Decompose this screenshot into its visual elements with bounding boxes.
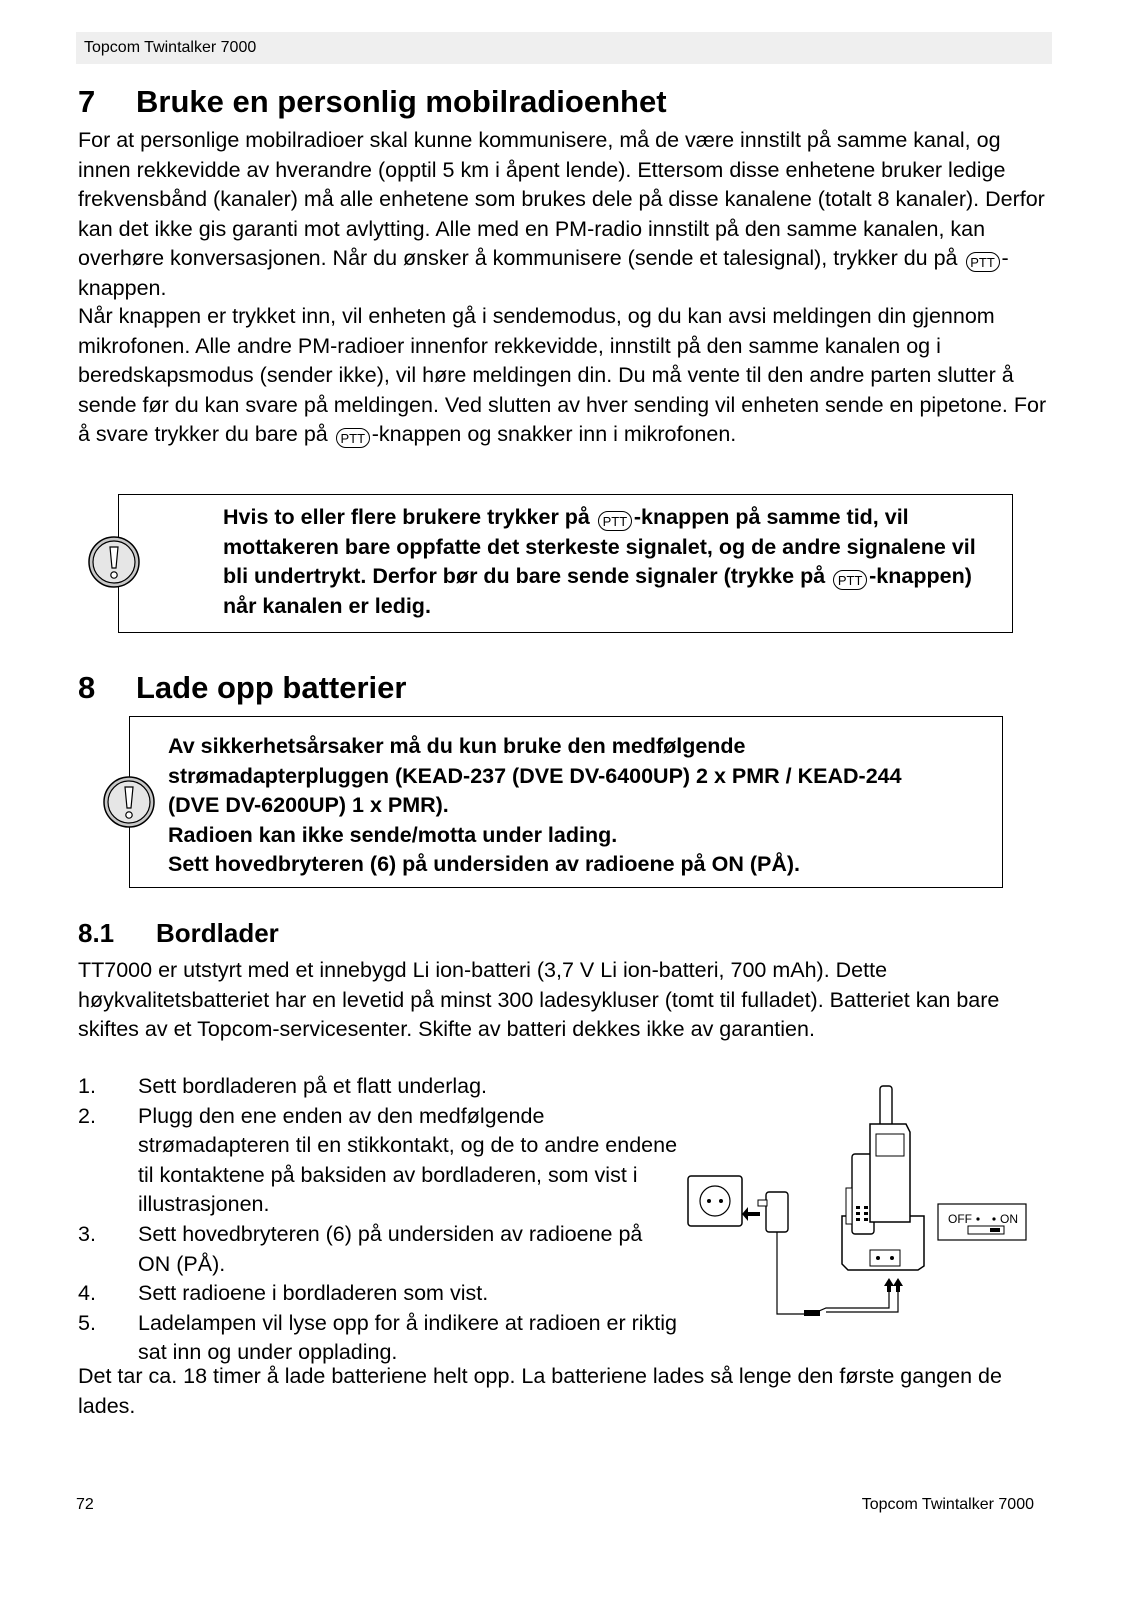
list-item-text: Sett hovedbryteren (6) på undersiden av radioene på ON (PÅ). [138, 1221, 643, 1276]
exclamation-warning-icon [102, 775, 156, 829]
safety-note-text [168, 732, 998, 880]
footer-title: Topcom Twintalker 7000 [861, 1496, 1034, 1513]
list-item-text: Plugg den ene enden av den medfølgende strømadapteren til en stikkontakt, og de to andre endene til kontaktene på baksiden av bordladeren, som vist i illustrasjonen. [138, 1103, 678, 1217]
desk-charger-illustration [684, 1080, 1044, 1342]
paragraph-text: -knappen og snakker inn i mikrofonen. [371, 422, 737, 447]
list-item-number: 3. [78, 1221, 96, 1246]
section-number: 8.1 [78, 918, 115, 948]
section-8-1-heading [78, 918, 279, 949]
section-8-1-outro: Det tar ca. 18 timer å lade batteriene helt opp. La batteriene lades så lenge den første gangen de lades. [78, 1364, 1002, 1418]
arrow-up-icon [893, 1278, 903, 1292]
charging-steps-list [78, 1072, 678, 1368]
ptt-button-icon: PTT [833, 570, 867, 590]
section-number: 8 [78, 670, 96, 705]
power-adapter-icon [766, 1192, 788, 1232]
note-text: -knappen) når kanalen er ledig. [223, 564, 972, 618]
paragraph-text: -knappen. [78, 246, 1009, 300]
list-item-number: 5. [78, 1310, 96, 1335]
warning-note-text [223, 503, 983, 621]
note-line: strømadapterpluggen (KEAD-237 (DVE DV-6400UP) 2 x PMR / KEAD-244 [168, 763, 902, 788]
switch-off-label: OFF [948, 1212, 972, 1226]
list-item-text: Sett bordladeren på et flatt underlag. [138, 1074, 488, 1098]
list-item-text: Ladelampen vil lyse opp for å indikere at radioen er riktig sat inn og under opplading. [138, 1310, 677, 1365]
switch-on-label: ON [1000, 1212, 1018, 1226]
page-number: 72 [76, 1496, 94, 1513]
list-item [78, 1102, 678, 1220]
arrow-up-icon [884, 1278, 894, 1292]
list-item [78, 1220, 678, 1279]
section-7-heading [78, 84, 667, 120]
note-line: Av sikkerhetsårsaker må du kun bruke den medfølgende [168, 734, 746, 758]
exclamation-warning-icon [87, 535, 141, 589]
page-header [76, 32, 1052, 64]
list-item [78, 1309, 678, 1368]
section-title: Bordlader [156, 918, 279, 948]
section-7-paragraph-2 [78, 302, 1058, 450]
ptt-button-icon: PTT [966, 252, 1000, 272]
list-item-number: 4. [78, 1281, 96, 1306]
note-line: (DVE DV-6200UP) 1 x PMR). [168, 793, 449, 818]
section-title: Bruke en personlig mobilradioenhet [136, 84, 667, 119]
ptt-button-icon: PTT [598, 511, 632, 531]
list-item-number: 1. [78, 1074, 96, 1098]
list-item-text: Sett radioene i bordladeren som vist. [138, 1281, 489, 1306]
list-item [78, 1279, 678, 1309]
note-line: Radioen kan ikke sende/motta under lading. [168, 822, 618, 847]
warning-note-box [118, 494, 1013, 633]
note-text: -knappen på samme tid, vil mottakeren bare oppfatte det sterkeste signalet, og de andre signalene vil bli undertrykt. Derfor bør du bare sende signaler (trykke på [223, 505, 976, 589]
list-item-number: 2. [78, 1103, 96, 1128]
ptt-button-icon: PTT [336, 428, 370, 448]
section-8-1-intro: TT7000 er utstyrt med et innebygd Li ion-batteri (3,7 V Li ion-batteri, 700 mAh). Dette høykvalitetsbatteriet har en levetid på minst 300 ladesykluser (tomt til fulladet). Batteriet kan bare skiftes av et Topcom-servicesenter. Skifte av batteri dekkes ikke av garantien. [78, 958, 1000, 1042]
paragraph-text: Når knappen er trykket inn, vil enheten gå i sendemodus, og du kan avsi meldingen din gjennom mikrofonen. Alle andre PM-radioer innenfor rekkevidde, innstilt på den samme kanalen og i beredskapsmodus (sender ikke), vil høre meldingen din. Du må vente til den andre parten slutter å sende før du kan svare på meldingen. Ved slutten av hver sending vil enheten sende en pipetone. For å svare trykker du bare på [78, 304, 1047, 447]
header-title: Topcom Twintalker 7000 [84, 39, 257, 56]
paragraph-text: For at personlige mobilradioer skal kunne kommunisere, må de være innstilt på samme kanal, og innen rekkevidde av hverandre (opptil 5 km i åpent lende). Ettersom disse enhetene bruker ledige frekvensbånd (kanaler) må alle enhetene som brukes dele på disse kanalene (totalt 8 kanaler). Derfor kan det ikke gis garanti mot avlytting. Alle med en PM-radio innstilt på den samme kanalen, kan overhøre konversasjonen. Når du ønsker å kommunisere (sende et talesignal), trykker du på [78, 128, 1045, 271]
section-8-heading [78, 670, 406, 706]
arrow-left-icon [742, 1207, 760, 1221]
note-line: Sett hovedbryteren (6) på undersiden av radioene på ON (PÅ). [168, 852, 800, 877]
section-number: 7 [78, 84, 96, 119]
note-text: Hvis to eller flere brukere trykker på [223, 505, 596, 529]
safety-note-box [129, 716, 1003, 888]
list-item [78, 1072, 678, 1102]
section-title: Lade opp batterier [136, 670, 407, 705]
section-7-paragraph-1 [78, 126, 1058, 304]
